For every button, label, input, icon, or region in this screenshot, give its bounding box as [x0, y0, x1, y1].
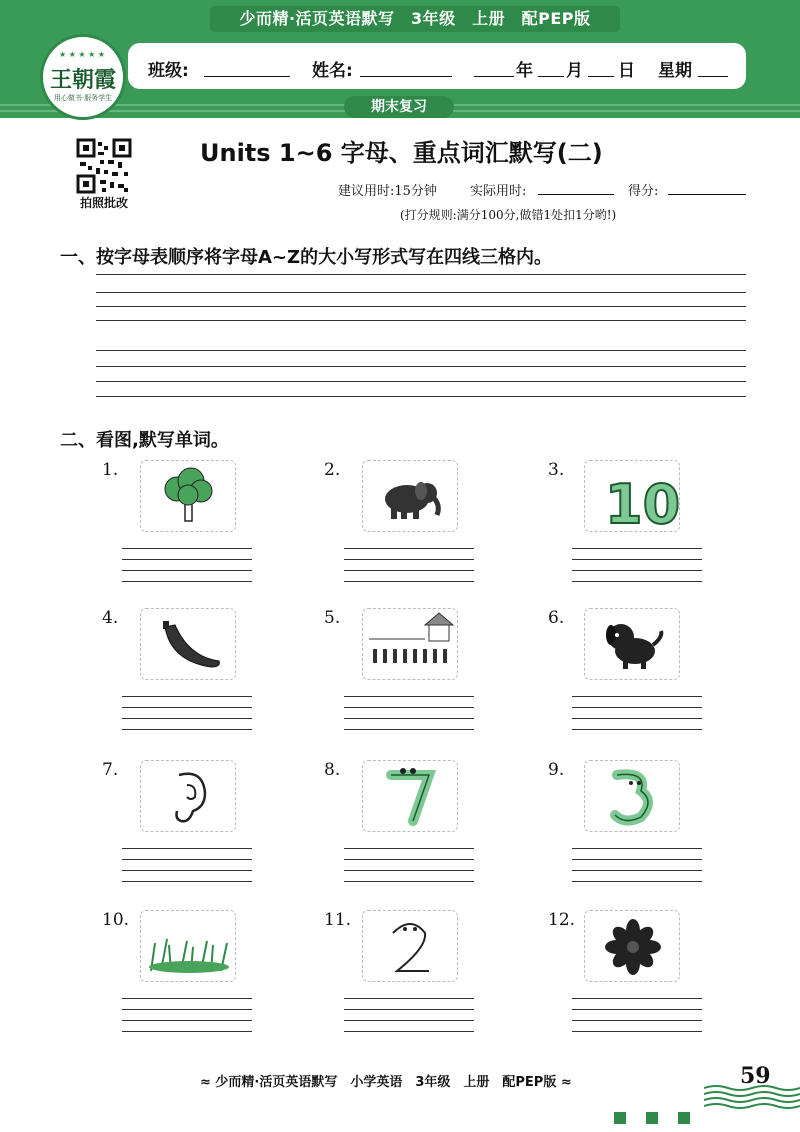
grid-line — [96, 320, 746, 321]
ear-icon — [141, 761, 237, 833]
class-label: 班级: — [148, 61, 189, 81]
corner-square — [678, 1112, 690, 1124]
answer-line[interactable] — [122, 859, 252, 860]
answer-line[interactable] — [344, 1031, 474, 1032]
answer-line[interactable] — [572, 881, 702, 882]
answer-line[interactable] — [572, 859, 702, 860]
number-three-icon — [585, 761, 681, 833]
actual-time-field[interactable] — [538, 194, 614, 195]
answer-line[interactable] — [122, 559, 252, 560]
scoring-rule: (打分规则:满分100分,做错1处扣1分哟!) — [400, 208, 617, 222]
answer-line[interactable] — [572, 548, 702, 549]
elephant-icon — [363, 461, 459, 533]
answer-line[interactable] — [122, 729, 252, 730]
item-picture — [140, 760, 236, 832]
logo-slogan: 用心做书·服务学生 — [53, 94, 113, 102]
svg-text:10: 10 — [605, 473, 681, 533]
answer-line[interactable] — [344, 998, 474, 999]
answer-line[interactable] — [572, 718, 702, 719]
footer-text: ≈ 少而精·活页英语默写 小学英语 3年级 上册 配PEP版 ≈ — [200, 1075, 572, 1090]
number-seven-icon — [363, 761, 459, 833]
tree-icon — [141, 461, 237, 533]
answer-line[interactable] — [572, 581, 702, 582]
item-number: 7. — [102, 760, 119, 780]
flower-icon — [585, 911, 681, 983]
review-tag: 期末复习 — [344, 96, 454, 118]
grid-line — [96, 366, 746, 367]
grid-line — [96, 350, 746, 351]
item-picture — [140, 608, 236, 680]
answer-line[interactable] — [344, 696, 474, 697]
qr-label: 拍照批改 — [79, 196, 128, 210]
banana-icon — [141, 609, 237, 681]
class-field[interactable] — [204, 76, 290, 77]
day-field[interactable] — [588, 76, 614, 77]
answer-line[interactable] — [572, 559, 702, 560]
answer-line[interactable] — [122, 707, 252, 708]
answer-line[interactable] — [572, 1031, 702, 1032]
grid-line — [96, 381, 746, 382]
item-picture — [362, 910, 458, 982]
answer-line[interactable] — [122, 718, 252, 719]
answer-line[interactable] — [344, 581, 474, 582]
item-picture — [584, 910, 680, 982]
qr-code-icon[interactable] — [76, 138, 132, 194]
name-field[interactable] — [360, 76, 452, 77]
corner-square — [614, 1112, 626, 1124]
answer-line[interactable] — [344, 729, 474, 730]
item-picture — [362, 760, 458, 832]
item-picture — [584, 760, 680, 832]
answer-line[interactable] — [122, 570, 252, 571]
answer-line[interactable] — [344, 859, 474, 860]
grid-line — [96, 306, 746, 307]
score-label: 得分: — [628, 184, 659, 199]
item-number: 11. — [324, 910, 352, 930]
grid-line — [96, 274, 746, 275]
answer-line[interactable] — [122, 848, 252, 849]
month-field[interactable] — [538, 76, 564, 77]
logo-name: 王朝霞 — [49, 67, 116, 93]
item-number: 5. — [324, 608, 341, 628]
item-picture — [140, 460, 236, 532]
answer-line[interactable] — [572, 1009, 702, 1010]
answer-line[interactable] — [344, 848, 474, 849]
month-label: 月 — [566, 61, 583, 81]
dog-icon — [585, 609, 681, 681]
page-number: 59 — [740, 1063, 771, 1089]
weekday-field[interactable] — [698, 76, 728, 77]
item-picture — [362, 460, 458, 532]
farm-icon — [363, 609, 459, 681]
answer-line[interactable] — [122, 1020, 252, 1021]
answer-line[interactable] — [344, 548, 474, 549]
publisher-logo — [40, 34, 126, 120]
item-number: 4. — [102, 608, 119, 628]
answer-line[interactable] — [344, 707, 474, 708]
answer-line[interactable] — [122, 696, 252, 697]
page-title: Units 1~6 字母、重点词汇默写(二) — [200, 139, 603, 167]
answer-line[interactable] — [572, 707, 702, 708]
suggested-time: 建议用时:15分钟 — [338, 184, 437, 199]
answer-line[interactable] — [572, 998, 702, 999]
answer-line[interactable] — [344, 1009, 474, 1010]
answer-line[interactable] — [122, 998, 252, 999]
item-number: 1. — [102, 460, 119, 480]
answer-line[interactable] — [344, 718, 474, 719]
item-picture — [140, 910, 236, 982]
number-ten-icon — [585, 461, 681, 533]
section2-title: 二、看图,默写单词。 — [60, 430, 229, 451]
answer-line[interactable] — [344, 570, 474, 571]
answer-line[interactable] — [122, 870, 252, 871]
item-number: 10. — [102, 910, 130, 930]
actual-time-label: 实际用时: — [470, 184, 527, 199]
item-number: 3. — [548, 460, 565, 480]
day-label: 日 — [618, 61, 635, 81]
answer-line[interactable] — [572, 870, 702, 871]
grid-line — [96, 292, 746, 293]
answer-line[interactable] — [572, 1020, 702, 1021]
year-label: 年 — [516, 61, 533, 81]
name-label: 姓名: — [312, 61, 353, 81]
item-number: 8. — [324, 760, 341, 780]
item-number: 6. — [548, 608, 565, 628]
answer-line[interactable] — [344, 870, 474, 871]
grass-icon — [141, 911, 237, 983]
weekday-label: 星期 — [658, 61, 692, 81]
corner-square — [646, 1112, 658, 1124]
year-field[interactable] — [474, 76, 514, 77]
answer-line[interactable] — [122, 881, 252, 882]
item-number: 12. — [548, 910, 576, 930]
answer-line[interactable] — [122, 1009, 252, 1010]
wave-decoration-icon — [704, 1082, 800, 1112]
item-number: 2. — [324, 460, 341, 480]
answer-line[interactable] — [344, 1020, 474, 1021]
grid-line — [96, 396, 746, 397]
answer-line[interactable] — [122, 1031, 252, 1032]
section1-title: 一、按字母表顺序将字母A~Z的大小写形式写在四线三格内。 — [60, 247, 553, 268]
number-two-icon — [363, 911, 459, 983]
answer-line[interactable] — [572, 848, 702, 849]
answer-line[interactable] — [122, 581, 252, 582]
answer-line[interactable] — [572, 570, 702, 571]
item-picture — [584, 460, 680, 532]
item-number: 9. — [548, 760, 565, 780]
svg-text:★ ★ ★ ★ ★: ★ ★ ★ ★ ★ — [59, 50, 106, 59]
item-picture — [362, 608, 458, 680]
score-field[interactable] — [668, 194, 746, 195]
answer-line[interactable] — [572, 696, 702, 697]
answer-line[interactable] — [572, 729, 702, 730]
student-info-box — [128, 43, 746, 89]
answer-line[interactable] — [344, 559, 474, 560]
answer-line[interactable] — [344, 881, 474, 882]
item-picture — [584, 608, 680, 680]
series-title: 少而精·活页英语默写 3年级 上册 配PEP版 — [210, 6, 620, 32]
answer-line[interactable] — [122, 548, 252, 549]
